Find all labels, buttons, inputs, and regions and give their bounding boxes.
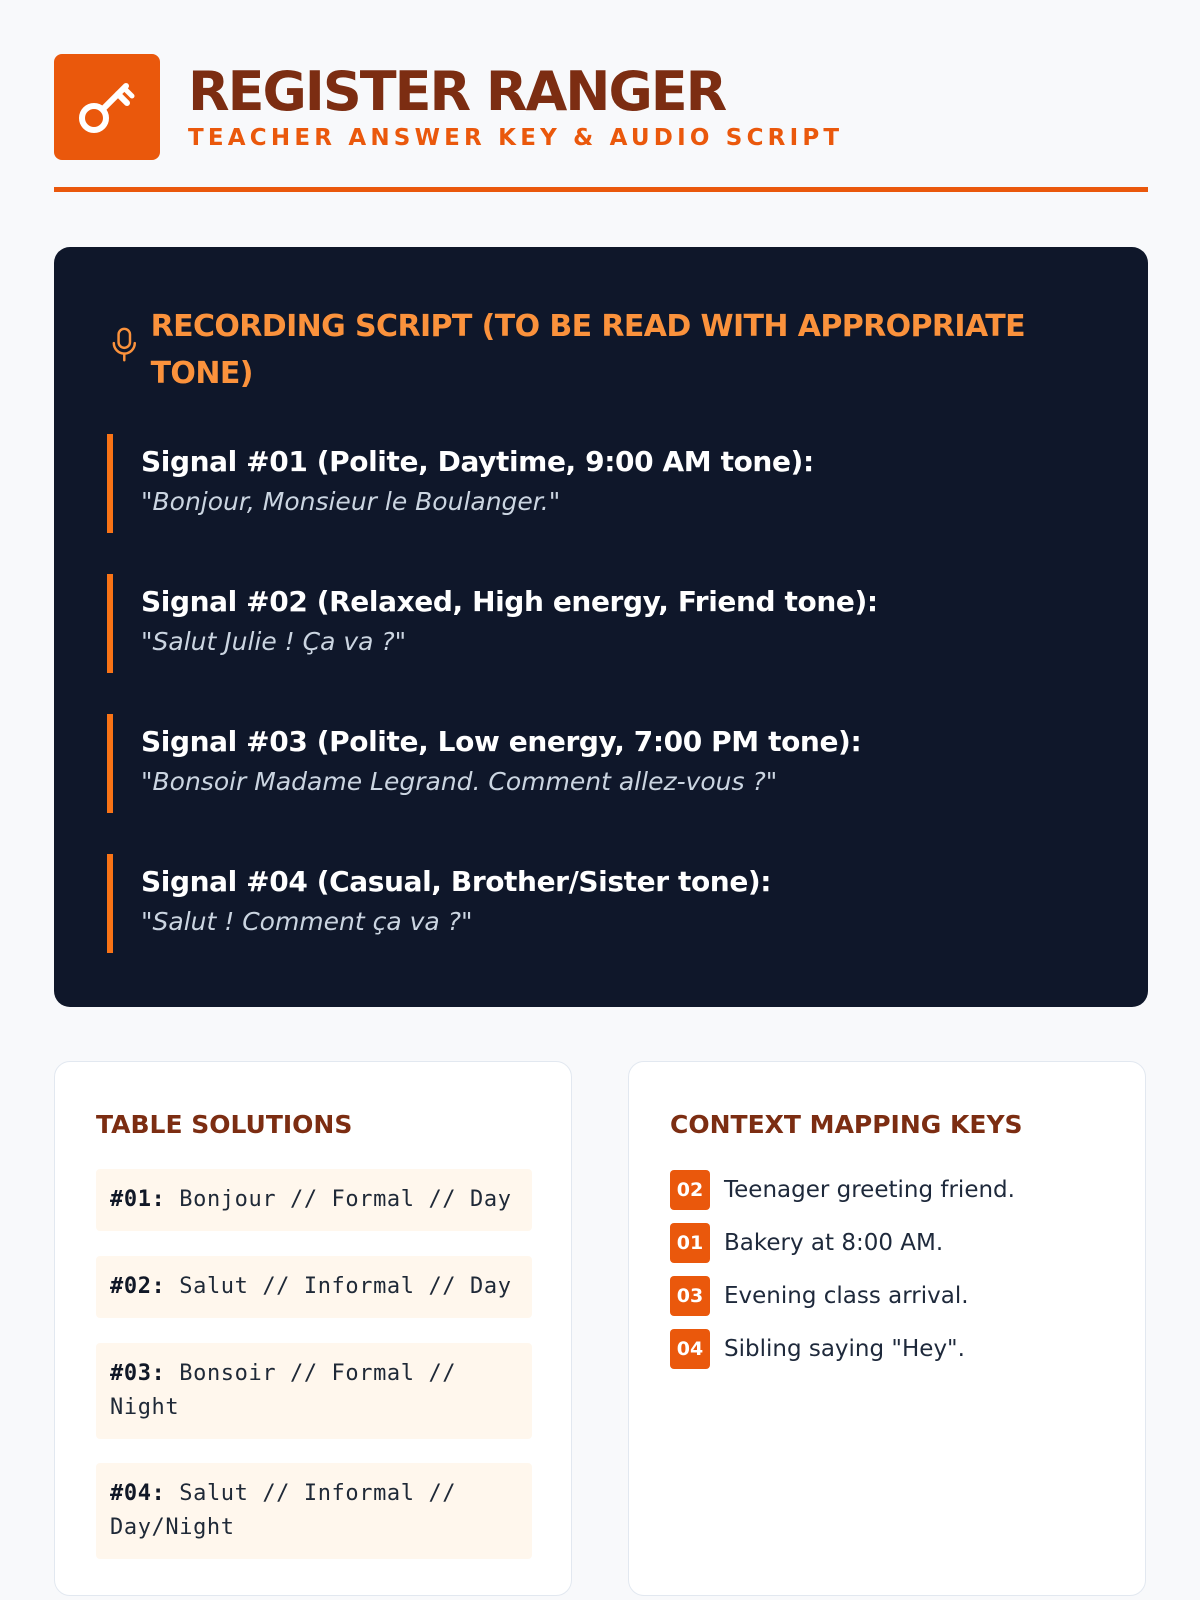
context-badge: 01 <box>670 1223 710 1263</box>
signal-quote: "Bonsoir Madame Legrand. Comment allez-vous ?" <box>141 767 778 796</box>
signal-quote: "Salut Julie ! Ça va ?" <box>141 627 407 656</box>
signal-item <box>107 714 1007 813</box>
header-divider <box>54 187 1148 192</box>
context-text: Sibling saying "Hey". <box>724 1336 965 1362</box>
signal-item <box>107 574 1007 673</box>
context-badge: 02 <box>670 1170 710 1210</box>
signal-label: Signal #04 (Casual, Brother/Sister tone): <box>141 865 772 898</box>
context-text: Bakery at 8:00 AM. <box>724 1230 944 1256</box>
context-item <box>670 1223 943 1263</box>
header <box>54 54 1148 194</box>
page-title: REGISTER RANGER <box>188 60 726 123</box>
signal-label: Signal #02 (Relaxed, High energy, Friend tone): <box>141 585 878 618</box>
page-subtitle: TEACHER ANSWER KEY & AUDIO SCRIPT <box>188 125 844 151</box>
panel-title: TABLE SOLUTIONS <box>96 1110 353 1139</box>
solution-item <box>96 1169 532 1231</box>
solution-item <box>96 1343 532 1439</box>
signal-quote: "Bonjour, Monsieur le Boulanger." <box>141 487 561 516</box>
table-solutions-panel <box>54 1061 572 1596</box>
solution-text: Bonsoir // Formal // Night <box>110 1361 457 1420</box>
recording-script-card <box>54 247 1148 1007</box>
signal-quote: "Salut ! Comment ça va ?" <box>141 907 473 936</box>
context-text: Teenager greeting friend. <box>724 1177 1015 1203</box>
solution-number: #04: <box>110 1481 166 1506</box>
context-item <box>670 1329 965 1369</box>
script-title: RECORDING SCRIPT (TO BE READ WITH APPROPRIATE TONE) <box>150 309 1026 391</box>
solution-text: Salut // Informal // Day/Night <box>110 1481 457 1540</box>
panel-title: CONTEXT MAPPING KEYS <box>670 1110 1023 1139</box>
key-icon <box>74 74 140 140</box>
context-badge: 03 <box>670 1276 710 1316</box>
logo <box>54 54 160 160</box>
script-header <box>110 303 1090 397</box>
context-badge: 04 <box>670 1329 710 1369</box>
solution-item <box>96 1256 532 1318</box>
context-mapping-panel <box>628 1061 1146 1596</box>
solution-number: #01: <box>110 1187 166 1212</box>
signal-item <box>107 434 1007 533</box>
signal-label: Signal #01 (Polite, Daytime, 9:00 AM tone): <box>141 445 814 478</box>
microphone-icon <box>110 325 139 365</box>
solution-text: Salut // Informal // Day <box>179 1274 512 1299</box>
context-item <box>670 1276 969 1316</box>
solution-number: #03: <box>110 1361 166 1386</box>
solution-number: #02: <box>110 1274 166 1299</box>
context-text: Evening class arrival. <box>724 1283 969 1309</box>
solution-item <box>96 1463 532 1559</box>
context-item <box>670 1170 1015 1210</box>
signal-label: Signal #03 (Polite, Low energy, 7:00 PM tone): <box>141 725 862 758</box>
signal-item <box>107 854 1007 953</box>
solution-text: Bonjour // Formal // Day <box>179 1187 512 1212</box>
